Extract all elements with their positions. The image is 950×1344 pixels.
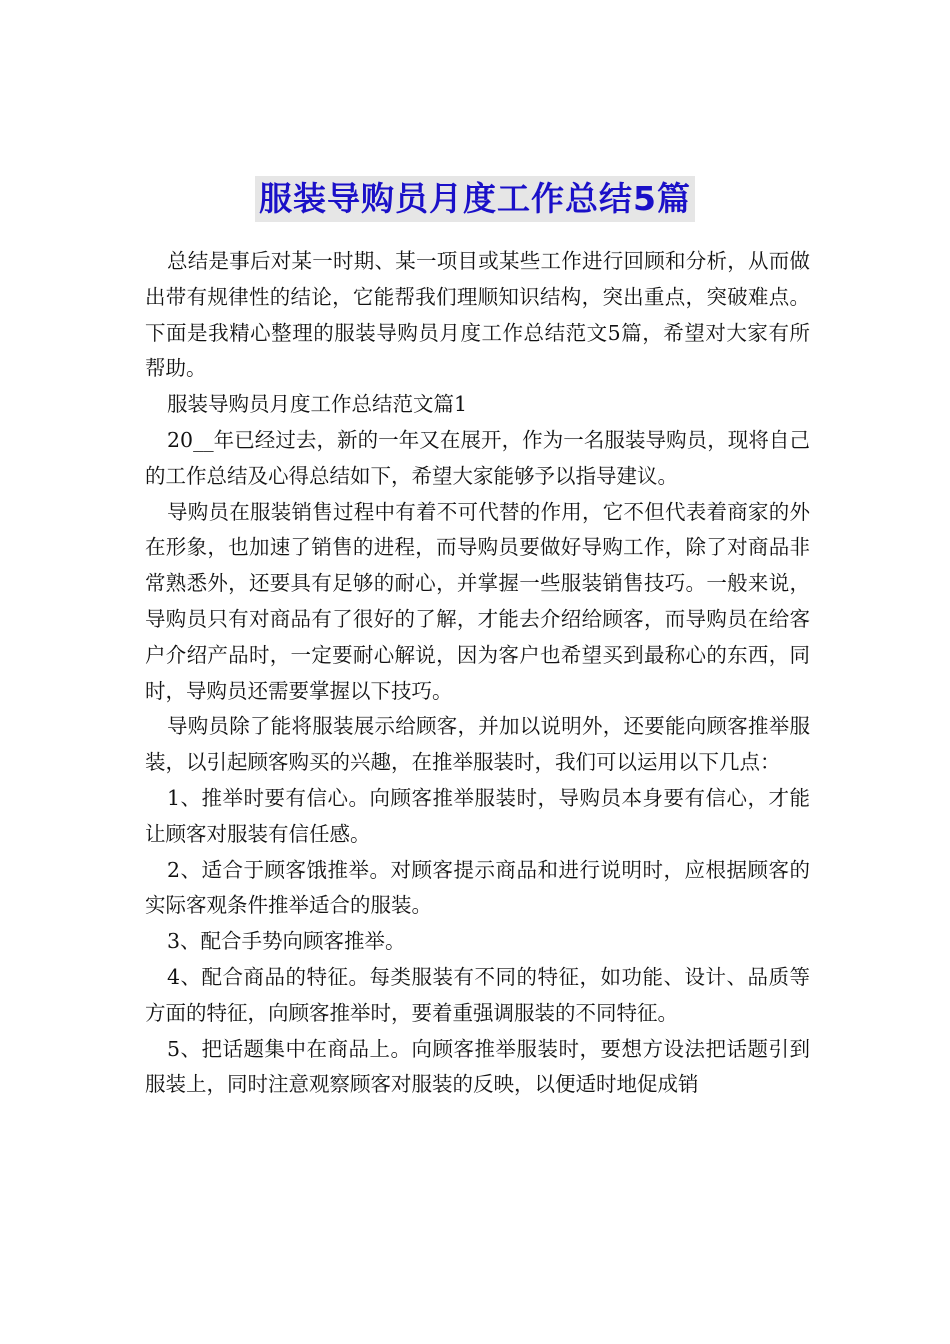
list-item: 4、配合商品的特征。每类服装有不同的特征，如功能、设计、品质等方面的特征，向顾客推举时，要着重强调服装的不同特征。 [145, 964, 810, 1025]
list-item: 1、推举时要有信心。向顾客推举服装时，导购员本身要有信心，才能让顾客对服装有信任感。 [145, 785, 810, 846]
body-paragraph: 20__年已经过去，新的一年又在展开，作为一名服装导购员，现将自己的工作总结及心得总结如下，希望大家能够予以指导建议。 [145, 427, 810, 488]
list-item: 3、配合手势向顾客推举。 [167, 929, 406, 954]
body-paragraph: 导购员在服装销售过程中有着不可代替的作用，它不但代表着商家的外在形象，也加速了销售的进程，而导购员要做好导购工作，除了对商品非常熟悉外，还要具有足够的耐心，并掌握一些服装销售技巧。一般来说，导购员只有对商品有了很好的了解，才能去介绍给顾客，而导购员在给客户介绍产品时，一定要耐心解说，因为客户也希望买到最称心的东西，同时，导购员还需要掌握以下技巧。 [145, 499, 810, 703]
document-body [145, 244, 810, 1103]
title-wrapper [0, 176, 950, 222]
section-heading: 服装导购员月度工作总结范文篇1 [167, 392, 468, 417]
body-paragraph: 导购员除了能将服装展示给顾客，并加以说明外，还要能向顾客推举服装，以引起顾客购买的兴趣，在推举服装时，我们可以运用以下几点： [145, 714, 810, 775]
list-item: 5、把话题集中在商品上。向顾客推举服装时，要想方设法把话题引到服装上，同时注意观察顾客对服装的反映，以便适时地促成销 [145, 1036, 810, 1097]
document-title: 服装导购员月度工作总结5篇 [255, 176, 695, 222]
intro-paragraph: 总结是事后对某一时期、某一项目或某些工作进行回顾和分析，从而做出带有规律性的结论，它能帮我们理顺知识结构，突出重点，突破难点。下面是我精心整理的服装导购员月度工作总结范文5篇，希望对大家有所帮助。 [145, 249, 810, 381]
list-item: 2、适合于顾客饿推举。对顾客提示商品和进行说明时，应根据顾客的实际客观条件推举适合的服装。 [145, 857, 810, 918]
